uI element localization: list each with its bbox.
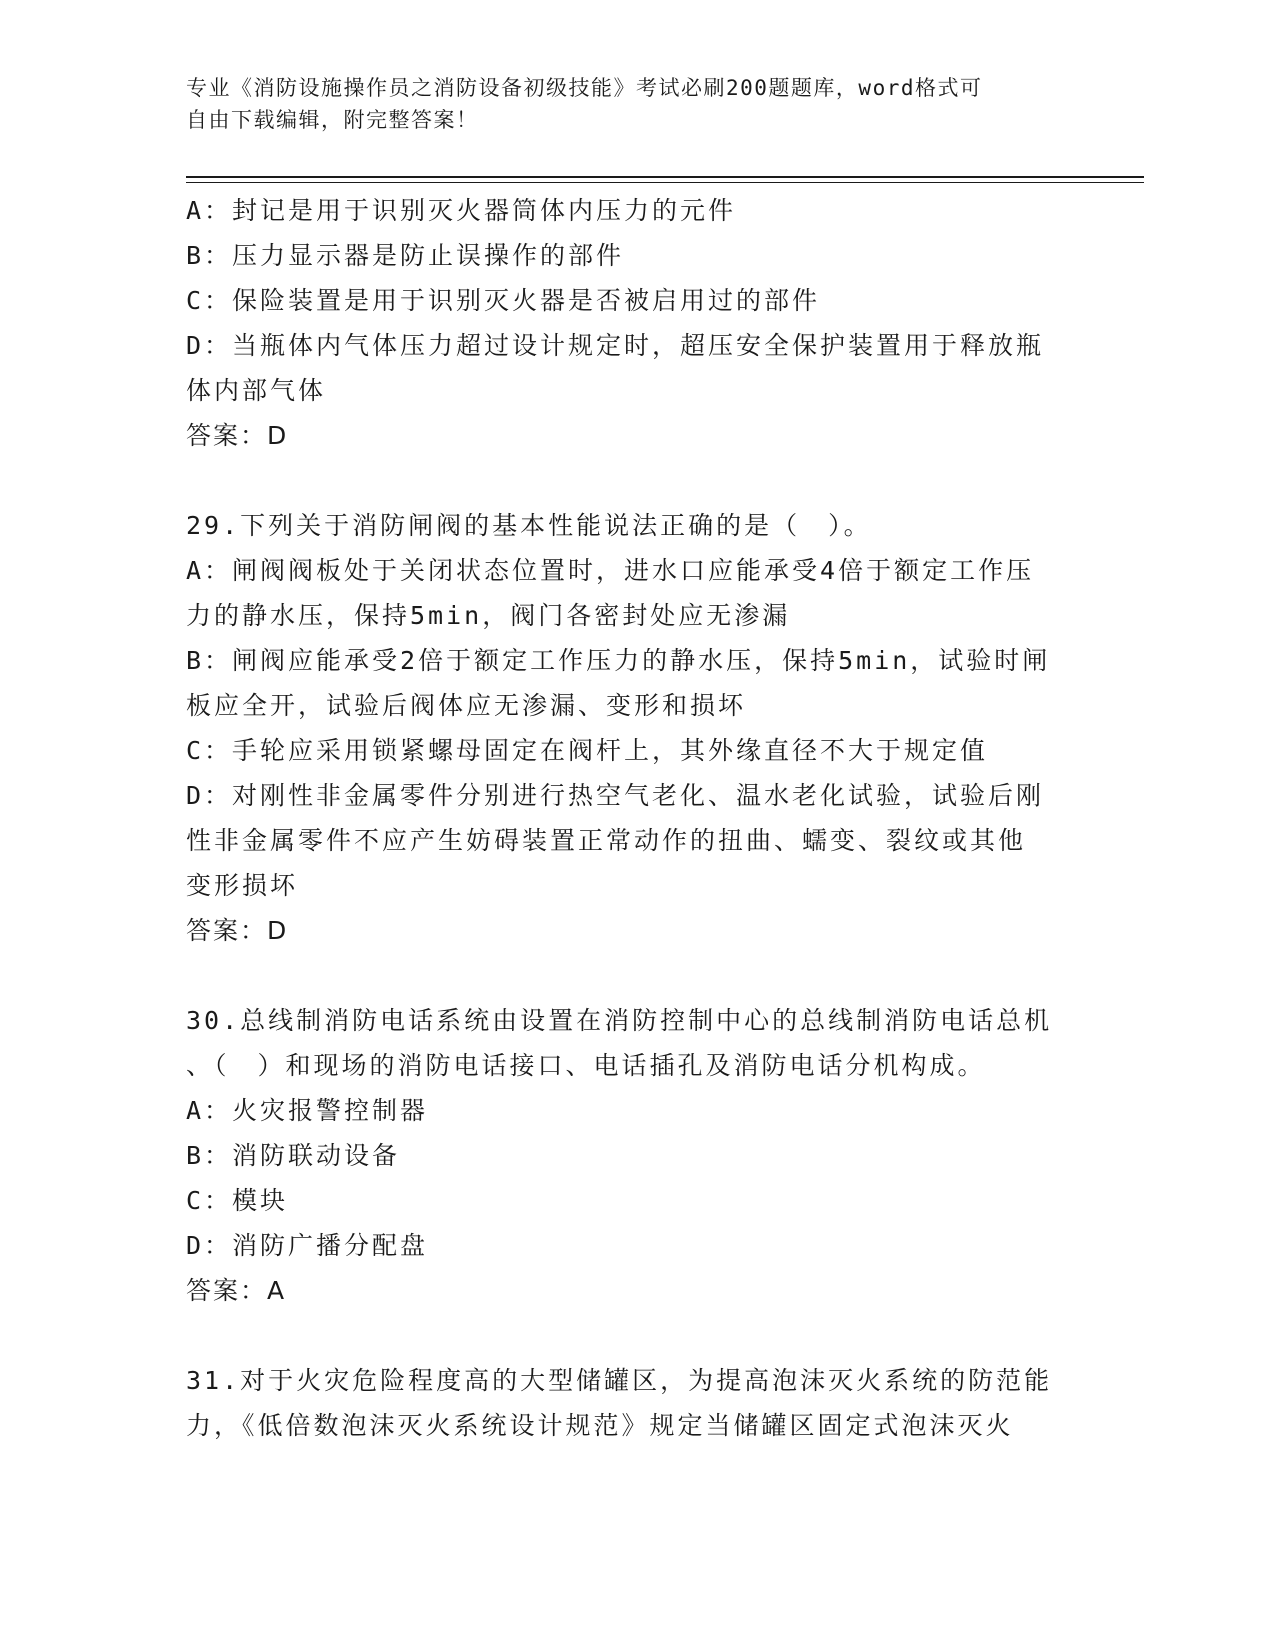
q28-option-d-line-2: 体内部气体 <box>186 376 327 405</box>
q30-option-c: C：模块 <box>186 1186 289 1215</box>
q29-stem: 29.下列关于消防闸阀的基本性能说法正确的是（ ）。 <box>186 511 872 540</box>
q30-stem-line-1: 30.总线制消防电话系统由设置在消防控制中心的总线制消防电话总机 <box>186 1006 1053 1035</box>
question-28-block <box>186 188 1066 458</box>
q30-stem-line-2: 、（ ）和现场的消防电话接口、电话插孔及消防电话分机构成。 <box>186 1051 986 1080</box>
document-header <box>186 72 1066 136</box>
q30-option-a: A：火灾报警控制器 <box>186 1096 429 1125</box>
q29-option-d-line-2: 性非金属零件不应产生妨碍装置正常动作的扭曲、蠕变、裂纹或其他 <box>186 826 1027 855</box>
spacer <box>186 458 1066 503</box>
q29-option-d-line-3: 变形损坏 <box>186 871 299 900</box>
q29-option-b-line-1: B：闸阀应能承受2倍于额定工作压力的静水压，保持5min，试验时闸 <box>186 646 1051 675</box>
q29-option-a-line-2: 力的静水压，保持5min，阀门各密封处应无渗漏 <box>186 601 791 630</box>
q30-option-d: D：消防广播分配盘 <box>186 1231 429 1260</box>
q29-answer: 答案：D <box>186 916 289 945</box>
header-line-2: 自由下载编辑，附完整答案！ <box>186 108 479 132</box>
q28-option-b: B：压力显示器是防止误操作的部件 <box>186 241 625 270</box>
q28-option-c: C：保险装置是用于识别灭火器是否被启用过的部件 <box>186 286 821 315</box>
q29-option-d-line-1: D：对刚性非金属零件分别进行热空气老化、温水老化试验，试验后刚 <box>186 781 1045 810</box>
question-content <box>186 188 1066 1448</box>
spacer <box>186 953 1066 998</box>
spacer <box>186 1313 1066 1358</box>
q29-option-a-line-1: A：闸阀阀板处于关闭状态位置时，进水口应能承受4倍于额定工作压 <box>186 556 1035 585</box>
q28-option-a: A：封记是用于识别灭火器筒体内压力的元件 <box>186 196 737 225</box>
header-divider-thick <box>186 176 1144 178</box>
header-divider-thin <box>186 182 1144 183</box>
q30-option-b: B：消防联动设备 <box>186 1141 401 1170</box>
question-30-block <box>186 998 1066 1313</box>
q31-stem-line-2: 力，《低倍数泡沫灭火系统设计规范》规定当储罐区固定式泡沫灭火 <box>186 1411 1014 1440</box>
header-line-1: 专业《消防设施操作员之消防设备初级技能》考试必刷200题题库，word格式可 <box>186 76 983 100</box>
q30-answer: 答案：A <box>186 1276 287 1305</box>
question-31-block <box>186 1358 1066 1448</box>
q29-option-b-line-2: 板应全开，试验后阀体应无渗漏、变形和损坏 <box>186 691 747 720</box>
q28-option-d-line-1: D：当瓶体内气体压力超过设计规定时，超压安全保护装置用于释放瓶 <box>186 331 1045 360</box>
q31-stem-line-1: 31.对于火灾危险程度高的大型储罐区，为提高泡沫灭火系统的防范能 <box>186 1366 1053 1395</box>
q28-answer: 答案：D <box>186 421 289 450</box>
question-29-block <box>186 503 1066 953</box>
q29-option-c: C：手轮应采用锁紧螺母固定在阀杆上，其外缘直径不大于规定值 <box>186 736 989 765</box>
